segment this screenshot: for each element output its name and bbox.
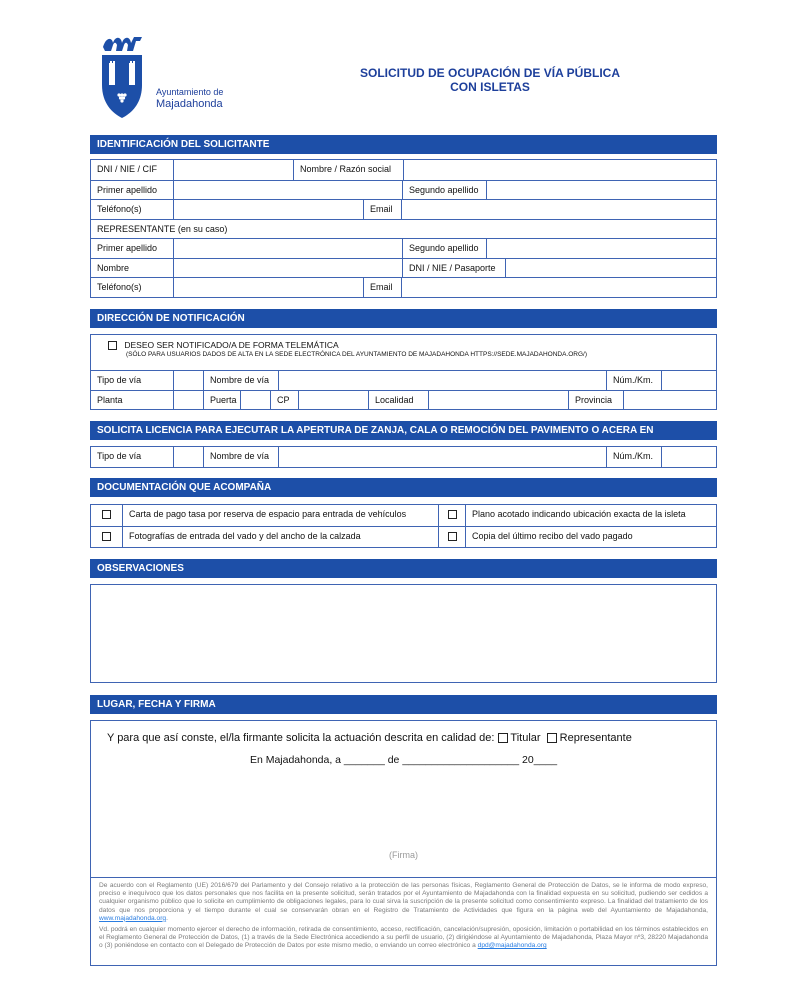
licencia-table [90,446,717,468]
telefono-field[interactable] [173,200,363,219]
carta-pago-cell [91,505,122,526]
section-notificacion: DIRECCIÓN DE NOTIFICACIÓN [90,309,717,328]
planta-field[interactable] [173,391,203,410]
num-km-label: Núm./Km. [606,371,661,390]
table-row [91,180,716,200]
firma-label: (Firma) [389,850,418,860]
carta-pago-label: Carta de pago tasa por reserva de espacio para entrada de vehículos [122,505,438,526]
lic-num-km-field[interactable] [661,447,716,467]
representante-checkbox[interactable] [547,733,557,743]
primer-apellido-field[interactable] [173,181,402,200]
dni-field[interactable] [173,160,293,180]
title-line2: CON ISLETAS [450,80,530,94]
cp-label: CP [270,391,298,410]
rep-email-field[interactable] [401,278,716,297]
representante-label: Representante [559,732,632,744]
majadahonda-crest-logo [100,33,144,119]
telefono-label: Teléfono(s) [97,204,142,214]
table-row [91,219,716,239]
plano-cell [438,505,465,526]
firma-box [90,720,717,878]
telematica-row [91,335,716,370]
email-label: Email [363,200,401,219]
provincia-label: Provincia [568,391,623,410]
rep-telefono-field[interactable] [173,278,363,297]
org-name-line1: Ayuntamiento de [156,87,224,97]
puerta-label: Puerta [203,391,240,410]
rep-primer-apellido-field[interactable] [173,239,402,258]
telematica-option [91,335,716,370]
num-km-field[interactable] [661,371,716,390]
telematica-line [108,340,716,350]
titular-label: Titular [510,732,541,744]
table-row [91,526,716,547]
table-row [91,505,716,526]
notificacion-table [90,334,717,410]
table-row [91,370,716,390]
localidad-field[interactable] [428,391,568,410]
puerta-field[interactable] [240,391,270,410]
consta-text: Y para que así conste, el/la firmante solicita la actuación descrita en calidad de: [107,732,495,744]
localidad-label: Localidad [368,391,428,410]
plano-checkbox[interactable] [448,510,457,519]
tipo-via-label: Tipo de vía [97,375,142,385]
cp-field[interactable] [298,391,368,410]
plano-label: Plano acotado indicando ubicación exacta de la isleta [465,505,716,526]
rep-primer-apellido-label: Primer apellido [97,243,158,253]
consta-line [107,732,632,744]
provincia-field[interactable] [623,391,716,410]
copia-recibo-cell [438,527,465,547]
table-row [91,238,716,258]
email-field[interactable] [401,200,716,219]
title-line1: SOLICITUD DE OCUPACIÓN DE VÍA PÚBLICA [359,66,620,80]
document-title [330,66,650,94]
copia-recibo-label: Copia del último recibo del vado pagado [465,527,716,547]
rep-segundo-apellido-label: Segundo apellido [402,239,486,258]
lic-num-km-label: Núm./Km. [606,447,661,467]
nombre-razon-field[interactable] [403,160,716,180]
dni-label: DNI / NIE / CIF [97,164,158,174]
documentacion-table [90,504,717,548]
rep-segundo-apellido-field[interactable] [486,239,716,258]
notice-p2-text: Vd. podrá en cualquier momento ejercer el derecho de información, retirada de consentimiento, acceso, rectificación, cancelación/supresión, oposición, limitación o portabilidad en los términos establecidos en el Reglamento General de Protección de Datos, (1) a través de la Sede Electrónica accediendo a su perfil de usuario, (2) dirigiéndose al Ayuntamiento de Majadahonda, Plaza Mayor nº3, 28220 Majadahonda o (3) poniéndose en contacto con el Delegado de Protección de Datos por este mismo medio, o enviando un correo electrónico a [99,926,708,950]
table-row [91,390,716,410]
copia-recibo-checkbox[interactable] [448,532,457,541]
fotografias-cell [91,527,122,547]
lic-nombre-via-field[interactable] [278,447,606,467]
table-row [91,160,716,180]
notice-paragraph-1: De acuerdo con el Reglamento (UE) 2016/679 del Parlamento y del Consejo relativo a la protección de las personas físicas, Reglamento General de Protección de Datos, se le informa de modo expreso, preciso e inequívoco que los datos personales que nos facilita en la presente solicitud, serán tratados por el Ayuntamiento de Majadahonda con la finalidad expuesta en su solicitud, pudiendo ser cedidos a cualquier organismo público que lo solicite en cumplimiento de obligaciones legales, para lo cual sirva la suscripción de la presente solicitud como consentimiento expreso. La finalidad del tratamiento de los datos que nos proporciona y el tiempo durante el cual se conservarán obran en el Registro de Tratamiento de Actividades que figura en la página web del Ayuntamiento de Majadahonda, www.majadahonda.org. [99,882,708,922]
titular-checkbox[interactable] [498,733,508,743]
notice-paragraph-2 [99,926,708,951]
tipo-via-field[interactable] [173,371,203,390]
lic-tipo-via-field[interactable] [173,447,203,467]
primer-apellido-label: Primer apellido [97,184,158,195]
section-lugar-fecha-firma: LUGAR, FECHA Y FIRMA [90,695,717,714]
nombre-via-label: Nombre de vía [203,371,278,390]
table-row [91,447,716,467]
telematica-note: (SÓLO PARA USUARIOS DADOS DE ALTA EN LA SEDE ELECTRÓNICA DEL AYUNTAMIENTO DE MAJADAHONDA HTTPS://SEDE.MAJADAHONDA.ORG/) [126,351,587,359]
planta-label: Planta [97,394,123,405]
fecha-line: En Majadahonda, a _______ de ____________________ 20____ [249,754,558,766]
rep-telefono-label: Teléfono(s) [97,282,142,292]
telematica-label: DESEO SER NOTIFICADO/A DE FORMA TELEMÁTICA [124,340,339,350]
data-protection-notice [90,878,717,966]
rep-dni-pasaporte-field[interactable] [505,259,716,278]
nombre-razon-label: Nombre / Razón social [293,160,403,180]
section-identificacion: IDENTIFICACIÓN DEL SOLICITANTE [90,135,717,154]
telematica-checkbox[interactable] [108,341,117,350]
rep-email-label: Email [363,278,401,297]
carta-pago-checkbox[interactable] [102,510,111,519]
segundo-apellido-field[interactable] [486,181,716,200]
table-row [91,199,716,219]
lic-nombre-via-label: Nombre de vía [203,447,278,467]
table-row [91,258,716,278]
rep-nombre-field[interactable] [173,259,402,278]
identificacion-table [90,159,717,298]
rep-dni-pasaporte-label: DNI / NIE / Pasaporte [402,259,505,278]
lic-tipo-via-label: Tipo de vía [97,451,142,461]
fotografias-label: Fotografías de entrada del vado y del ancho de la calzada [122,527,438,547]
majadahonda-website-link[interactable]: www.majadahonda.org [99,914,167,922]
org-name-line2: Majadahonda [156,98,223,110]
notice-p1-text: De acuerdo con el Reglamento (UE) 2016/679 del Parlamento y del Consejo relativo a la protección de las personas físicas, Reglamento General de Protección de Datos, se le informa de modo expreso, preciso e inequívoco que los datos personales que nos facilita en la presente solicitud, serán tratados por el Ayuntamiento de Majadahonda con la finalidad expuesta en su solicitud, pudiendo ser cedidos a cualquier organismo público que lo solicite en cumplimiento de obligaciones legales, para lo cual sirva la suscripción de la presente solicitud como consentimiento expreso. La finalidad del tratamiento de los datos que nos proporciona y el tiempo durante el cual se conservarán obran en el Registro de Tratamiento de Actividades que figura en la página web del Ayuntamiento de Majadahonda, [99,882,708,914]
rep-nombre-label: Nombre [97,262,130,273]
observaciones-textarea[interactable] [90,584,717,683]
representante-label: REPRESENTANTE (en su caso) [97,223,228,234]
nombre-via-field[interactable] [278,371,606,390]
section-observaciones: OBSERVACIONES [90,559,717,578]
dpd-email-link[interactable]: dpd@majadahonda.org [477,942,547,950]
segundo-apellido-label: Segundo apellido [402,181,486,200]
section-documentacion: DOCUMENTACIÓN QUE ACOMPAÑA [90,478,717,497]
fotografias-checkbox[interactable] [102,532,111,541]
section-licencia: SOLICITA LICENCIA PARA EJECUTAR LA APERTURA DE ZANJA, CALA O REMOCIÓN DEL PAVIMENTO O ACERA EN [90,421,717,440]
table-row [91,277,716,297]
